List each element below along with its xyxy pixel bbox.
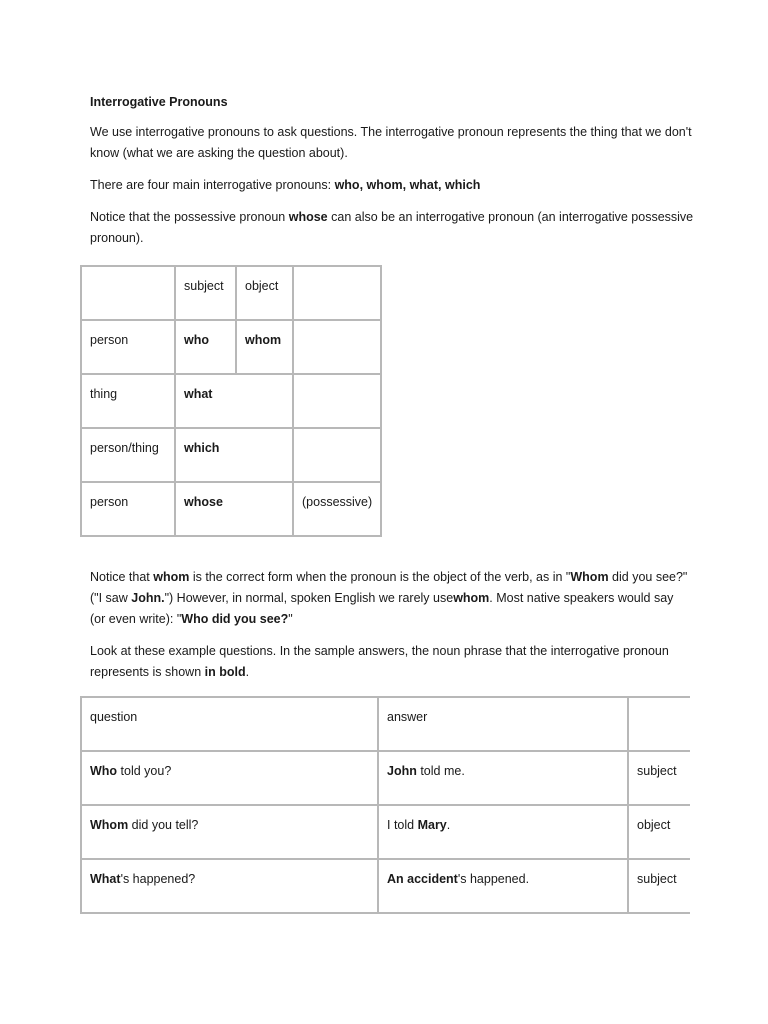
table-cell: person: [81, 482, 175, 536]
table-header-cell: object: [236, 266, 293, 320]
intro-paragraph-2: There are four main interrogative pronouns: who, whom, what, which: [90, 178, 481, 192]
table-row: [81, 697, 690, 751]
table-cell: I told Mary.: [378, 805, 628, 859]
table-row: [81, 374, 381, 428]
table-cell: An accident's happened.: [378, 859, 628, 913]
intro-paragraph-1: We use interrogative pronouns to ask questions. The interrogative pronoun represents the thing that we don't know (what we are asking the question about).: [90, 125, 692, 160]
table-cell: [81, 266, 175, 320]
table-header-cell: question: [81, 697, 378, 751]
table-cell: object: [628, 805, 690, 859]
table-row: [81, 859, 690, 913]
table-row: [81, 428, 381, 482]
table-row: [81, 482, 381, 536]
table-cell: John told me.: [378, 751, 628, 805]
table-cell: thing: [81, 374, 175, 428]
table-header-cell: subject: [175, 266, 236, 320]
document-body: [90, 93, 700, 260]
table-cell: whom: [236, 320, 293, 374]
table-cell: Whom did you tell?: [81, 805, 378, 859]
table-cell: (possessive): [293, 482, 381, 536]
table-cell: Who told you?: [81, 751, 378, 805]
table-row: [81, 751, 690, 805]
table-cell: [293, 320, 381, 374]
intro-paragraph-3: Notice that the possessive pronoun whose can also be an interrogative pronoun (an interrogative possessive pronoun).: [90, 210, 694, 245]
table-cell: whose: [175, 482, 293, 536]
table-cell: [293, 374, 381, 428]
table-cell: subject: [628, 859, 690, 913]
examples-intro-paragraph: Look at these example questions. In the sample answers, the noun phrase that the interrogative pronoun represents is shown in bold.: [90, 644, 669, 679]
table-cell: subject: [628, 751, 690, 805]
explanation-paragraph: Notice that whom is the correct form when the pronoun is the object of the verb, as in "Whom did you see?" ("I saw John.") However, in normal, spoken English we rarely usewhom. Most native speakers would say (or even write): "Who did you see?": [90, 570, 688, 626]
table-row: [81, 805, 690, 859]
pronoun-table: [80, 265, 382, 537]
examples-table: [80, 696, 690, 914]
table-header-cell: answer: [378, 697, 628, 751]
table-cell: who: [175, 320, 236, 374]
table-cell: [293, 266, 381, 320]
table-cell: [293, 428, 381, 482]
table-cell: what: [175, 374, 293, 428]
table-cell: person: [81, 320, 175, 374]
table-cell: which: [175, 428, 293, 482]
explanation-block: [90, 567, 690, 694]
pronoun-list: who, whom, what, which: [334, 178, 481, 192]
table-cell: What's happened?: [81, 859, 378, 913]
table-row: [81, 266, 381, 320]
table-row: [81, 320, 381, 374]
table-cell: person/thing: [81, 428, 175, 482]
table-header-cell: [628, 697, 690, 751]
page-title: Interrogative Pronouns: [90, 95, 228, 109]
